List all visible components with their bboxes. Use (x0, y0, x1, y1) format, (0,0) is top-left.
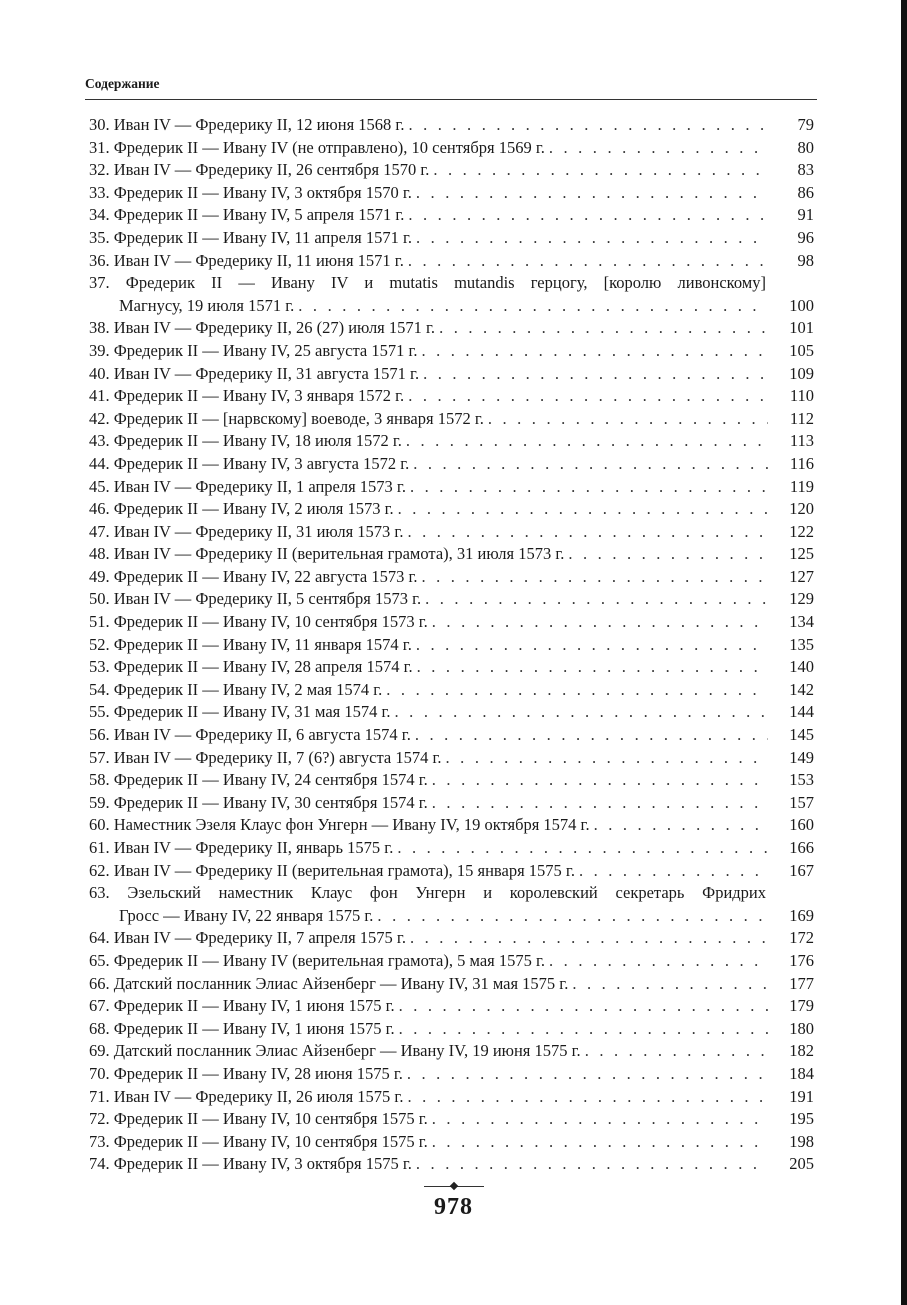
toc-entry-continuation: Магнусу, 19 июля 1571 г. (119, 295, 295, 315)
toc-entry-title: 49. Фредерик II — Ивану IV, 22 августа 1573 г. (89, 566, 418, 586)
toc-entry-page: 177 (789, 973, 814, 993)
toc-entry-page: 157 (789, 792, 814, 812)
toc-entry-line (89, 837, 814, 860)
toc-entry (89, 1018, 814, 1041)
toc-entry-title: 36. Иван IV — Фредерику II, 11 июня 1571 г. (89, 250, 404, 270)
dot-leader (585, 1040, 768, 1063)
toc-entry-title: 52. Фредерик II — Ивану IV, 11 января 1574 г. (89, 634, 412, 654)
toc-entry (89, 430, 814, 453)
toc-entry-title: 45. Иван IV — Фредерику II, 1 апреля 1573 г. (89, 476, 406, 496)
toc-entry-line (89, 543, 814, 566)
toc-entry-line (89, 860, 814, 883)
toc-entry-title: 43. Фредерик II — Ивану IV, 18 июля 1572 г. (89, 431, 402, 451)
toc-entry (89, 1086, 814, 1109)
toc-entry-line (89, 159, 814, 182)
toc-entry-title: 40. Иван IV — Фредерику II, 31 августа 1571 г. (89, 363, 420, 383)
toc-entry-page: 86 (797, 182, 814, 202)
dot-leader (298, 295, 768, 318)
toc-entry-title: 47. Иван IV — Фредерику II, 31 июля 1573 г. (89, 521, 404, 541)
toc-entry-page: 79 (797, 115, 814, 134)
toc-entry-line (89, 340, 814, 363)
toc-entry-page: 180 (789, 1018, 814, 1038)
dot-leader (410, 927, 768, 950)
toc-entry-line (89, 317, 814, 340)
toc-entry (89, 272, 814, 317)
toc-entry-title: 71. Иван IV — Фредерику II, 26 июля 1575 г. (89, 1086, 404, 1106)
toc-entry (89, 453, 814, 476)
toc-entry-line (89, 1018, 814, 1041)
toc-entry-line (89, 588, 814, 611)
toc-entry-title: 64. Иван IV — Фредерику II, 7 апреля 1575 г. (89, 928, 406, 948)
toc-entry-line (89, 1086, 814, 1109)
toc-entry (89, 860, 814, 883)
toc-entry (89, 250, 814, 273)
toc-entry-title: 63. Эзельский наместник Клаус фон Унгерн и королевский секретарь Фридрих (89, 883, 766, 903)
toc-entry-line (89, 250, 814, 273)
toc-entry-title: 70. Фредерик II — Ивану IV, 28 июня 1575 г. (89, 1063, 403, 1083)
toc-entry-page: 120 (789, 499, 814, 519)
toc-entry-page: 91 (797, 205, 814, 225)
toc-entry-title: 50. Иван IV — Фредерику II, 5 сентября 1573 г. (89, 589, 422, 609)
toc-entry-page: 182 (789, 1041, 814, 1061)
toc-entry (89, 747, 814, 770)
toc-entry-title: 51. Фредерик II — Ивану IV, 10 сентября 1573 г. (89, 612, 428, 632)
dot-leader (386, 679, 768, 702)
toc-entry (89, 634, 814, 657)
toc-entry-page: 109 (789, 363, 814, 383)
toc-entry-line (89, 611, 814, 634)
dot-leader (416, 634, 768, 657)
toc-entry-title: 54. Фредерик II — Ивану IV, 2 мая 1574 г. (89, 679, 383, 699)
toc-entry (89, 701, 814, 724)
toc-entry-line (89, 566, 814, 589)
dot-leader (549, 137, 768, 160)
toc-entry (89, 1063, 814, 1086)
toc-entry (89, 724, 814, 747)
toc-entry-page: 110 (789, 386, 814, 406)
toc-entry-page: 135 (789, 634, 814, 654)
toc-entry-line (89, 1040, 814, 1063)
toc-entry-title: 68. Фредерик II — Ивану IV, 1 июня 1575 г. (89, 1018, 395, 1038)
toc-entry (89, 814, 814, 837)
toc-entry-line (89, 995, 814, 1018)
toc-entry-line (89, 363, 814, 386)
dot-leader (579, 860, 768, 883)
toc-entry-title: 58. Фредерик II — Ивану IV, 24 сентября 1574 г. (89, 770, 428, 790)
toc-entry-page: 205 (789, 1154, 814, 1174)
dot-leader (446, 747, 768, 770)
toc-entry-page: 176 (789, 950, 814, 970)
dot-leader (408, 250, 768, 273)
toc-entry (89, 679, 814, 702)
toc-entry-line (89, 182, 814, 205)
toc-entry-line (89, 430, 814, 453)
toc-entry-line (89, 927, 814, 950)
toc-entry-line (89, 498, 814, 521)
toc-entry (89, 973, 814, 996)
toc-entry-line (89, 521, 814, 544)
header-rule (85, 99, 817, 100)
dot-leader (399, 1018, 768, 1041)
dot-leader (399, 995, 768, 1018)
toc-entry-line (89, 1108, 814, 1131)
toc-entry-title: 55. Фредерик II — Ивану IV, 31 мая 1574 г. (89, 702, 391, 722)
toc-entry-line (89, 679, 814, 702)
toc-entry-line (89, 227, 814, 250)
toc-entry-title: 30. Иван IV — Фредерику II, 12 июня 1568 г. (89, 115, 405, 134)
toc-entry (89, 363, 814, 386)
dot-leader (416, 227, 768, 250)
toc-entry-title: 57. Иван IV — Фредерику II, 7 (6?) августа 1574 г. (89, 747, 442, 767)
toc-entry-page: 122 (789, 521, 814, 541)
toc-entry-title: 37. Фредерик II — Ивану IV и mutatis mutandis герцогу, [королю ливонскому] (89, 273, 766, 293)
toc-entry (89, 656, 814, 679)
toc-entry-title: 39. Фредерик II — Ивану IV, 25 августа 1571 г. (89, 340, 418, 360)
toc-entry-continuation: Гросс — Ивану IV, 22 января 1575 г. (119, 905, 374, 925)
toc-entry-line (89, 453, 814, 476)
toc-entry-page: 119 (789, 476, 814, 496)
toc-entry (89, 476, 814, 499)
toc-entry-page: 80 (797, 137, 814, 157)
toc-entry-page: 160 (789, 815, 814, 835)
toc-entry-page: 125 (789, 544, 814, 564)
running-header: Содержание (85, 76, 160, 91)
toc-entry-line (89, 724, 814, 747)
dot-leader (416, 182, 768, 205)
dot-leader (407, 521, 768, 544)
toc-entry-page: 166 (789, 838, 814, 857)
toc-entry-page: 134 (789, 612, 814, 632)
page-number: 978 (434, 1194, 473, 1220)
toc-entry-line (89, 747, 814, 770)
toc-entry-page: 191 (789, 1086, 814, 1106)
toc-entry (89, 543, 814, 566)
toc-entry-page: 149 (789, 747, 814, 767)
toc-entry-line (89, 114, 814, 137)
toc-entry-title: 33. Фредерик II — Ивану IV, 3 октября 1570 г. (89, 182, 412, 202)
toc-entry (89, 792, 814, 815)
dot-leader (432, 769, 768, 792)
dot-leader (408, 385, 768, 408)
toc-entry-page: 184 (789, 1063, 814, 1083)
dot-leader (413, 453, 768, 476)
dot-leader (421, 340, 768, 363)
toc-entry-title: 61. Иван IV — Фредерику II, январь 1575 г. (89, 838, 394, 857)
toc-entry-title: 44. Фредерик II — Ивану IV, 3 августа 1572 г. (89, 453, 410, 473)
dot-leader (423, 363, 768, 386)
toc-entry (89, 182, 814, 205)
dot-leader (410, 476, 768, 499)
toc-entry-line (89, 905, 814, 928)
toc-entry-title: 74. Фредерик II — Ивану IV, 3 октября 1575 г. (89, 1154, 412, 1174)
dot-leader (406, 430, 768, 453)
toc-entry-line (89, 950, 814, 973)
toc-entry-page: 167 (789, 860, 814, 880)
toc-entry-title: 56. Иван IV — Фредерику II, 6 августа 1574 г. (89, 725, 411, 745)
toc-entry-title: 35. Фредерик II — Ивану IV, 11 апреля 1571 г. (89, 227, 412, 247)
toc-entry-line (89, 408, 814, 431)
toc-entry-page: 116 (789, 453, 814, 473)
dot-leader (594, 814, 768, 837)
toc-entry-title: 46. Фредерик II — Ивану IV, 2 июля 1573 г. (89, 499, 394, 519)
toc-entry-title: 66. Датский посланник Элиас Айзенберг — Ивану IV, 31 мая 1575 г. (89, 973, 569, 993)
toc-entry-page: 96 (797, 227, 814, 247)
toc-entry (89, 159, 814, 182)
toc-entry-title: 31. Фредерик II — Ивану IV (не отправлено), 10 сентября 1569 г. (89, 137, 545, 157)
dot-leader (568, 543, 768, 566)
toc-entry-line (89, 701, 814, 724)
toc-entry-page: 113 (789, 431, 814, 451)
toc-entry-title: 65. Фредерик II — Ивану IV (верительная грамота), 5 мая 1575 г. (89, 950, 546, 970)
toc-entry-title: 34. Фредерик II — Ивану IV, 5 апреля 1571 г. (89, 205, 405, 225)
toc-entry (89, 227, 814, 250)
toc-entry (89, 566, 814, 589)
dot-leader (549, 950, 768, 973)
toc-entry-title: 32. Иван IV — Фредерику II, 26 сентября 1570 г. (89, 160, 430, 180)
toc-entry (89, 611, 814, 634)
toc-entry-title: 59. Фредерик II — Ивану IV, 30 сентября 1574 г. (89, 792, 428, 812)
toc-entry-line (89, 1153, 814, 1176)
toc-entry-line (89, 385, 814, 408)
toc-entry (89, 408, 814, 431)
toc-entry (89, 521, 814, 544)
toc-entry (89, 1108, 814, 1131)
toc-entry-page: 105 (789, 340, 814, 360)
toc-entry (89, 769, 814, 792)
dot-leader (377, 905, 768, 928)
toc-entry-title: 53. Фредерик II — Ивану IV, 28 апреля 1574 г. (89, 657, 413, 677)
toc-entry-title: 41. Фредерик II — Ивану IV, 3 января 1572 г. (89, 386, 405, 406)
toc-entry-title: 69. Датский посланник Элиас Айзенберг — Ивану IV, 19 июня 1575 г. (89, 1041, 581, 1061)
toc-entry-page: 144 (789, 702, 814, 722)
toc-entry-page: 100 (789, 295, 814, 315)
toc-entry (89, 114, 814, 137)
toc-entry-title: 38. Иван IV — Фредерику II, 26 (27) июля 1571 г. (89, 318, 436, 338)
dot-leader (408, 204, 768, 227)
toc-entry-page: 98 (797, 250, 814, 270)
toc-entry-page: 129 (789, 589, 814, 609)
toc-entry (89, 995, 814, 1018)
toc-entry (89, 927, 814, 950)
dot-leader (433, 159, 768, 182)
toc-entry (89, 837, 814, 860)
toc-entry (89, 137, 814, 160)
dot-leader (432, 1108, 768, 1131)
dot-leader (416, 1153, 768, 1176)
toc-entry-page: 198 (789, 1131, 814, 1151)
toc-entry-title: 42. Фредерик II — [нарвскому] воеводе, 3 января 1572 г. (89, 408, 484, 428)
dot-leader (417, 656, 768, 679)
toc-entry-title: 60. Наместник Эзеля Клаус фон Унгерн — Ивану IV, 19 октября 1574 г. (89, 815, 590, 835)
dot-leader (432, 1131, 768, 1154)
page-edge-shadow (901, 0, 907, 1305)
toc-entry-title: 48. Иван IV — Фредерику II (верительная грамота), 31 июля 1573 г. (89, 544, 565, 564)
dot-leader (415, 724, 768, 747)
table-of-contents (89, 114, 814, 1176)
toc-entry (89, 204, 814, 227)
toc-entry-title: 72. Фредерик II — Ивану IV, 10 сентября 1575 г. (89, 1109, 428, 1129)
toc-entry-page: 127 (789, 566, 814, 586)
dot-leader (407, 1086, 768, 1109)
dot-leader (397, 837, 768, 860)
toc-entry-line (89, 295, 814, 318)
toc-entry-page: 169 (789, 905, 814, 925)
toc-entry-line (89, 792, 814, 815)
toc-entry-page: 83 (797, 160, 814, 180)
toc-entry (89, 340, 814, 363)
dot-leader (398, 498, 768, 521)
toc-entry-page: 145 (789, 725, 814, 745)
toc-entry (89, 498, 814, 521)
toc-entry-title: 73. Фредерик II — Ивану IV, 10 сентября 1575 г. (89, 1131, 428, 1151)
toc-entry-page: 179 (789, 996, 814, 1016)
toc-entry (89, 882, 814, 927)
toc-entry-line (89, 1131, 814, 1154)
footer-ornament (424, 1180, 484, 1192)
toc-entry-line (89, 476, 814, 499)
toc-entry-line (89, 814, 814, 837)
dot-leader (395, 701, 768, 724)
toc-entry-line (89, 204, 814, 227)
toc-entry-title: 67. Фредерик II — Ивану IV, 1 июня 1575 г. (89, 996, 395, 1016)
toc-entry-line (89, 769, 814, 792)
dot-leader (488, 408, 768, 431)
toc-entry-page: 112 (789, 408, 814, 428)
page-footer (0, 1180, 907, 1221)
dot-leader (432, 611, 768, 634)
dot-leader (408, 114, 768, 137)
dot-leader (407, 1063, 768, 1086)
dot-leader (421, 566, 768, 589)
toc-entry-title: 62. Иван IV — Фредерику II (верительная грамота), 15 января 1575 г. (89, 860, 575, 880)
toc-entry-line (89, 634, 814, 657)
toc-entry-page: 101 (789, 318, 814, 338)
toc-entry (89, 1153, 814, 1176)
toc-entry-line (89, 973, 814, 996)
dot-leader (439, 317, 768, 340)
toc-entry-page: 153 (789, 770, 814, 790)
toc-entry (89, 385, 814, 408)
toc-entry-page: 142 (789, 679, 814, 699)
toc-entry-page: 172 (789, 928, 814, 948)
toc-entry (89, 950, 814, 973)
toc-entry-line (89, 656, 814, 679)
toc-entry-line (89, 1063, 814, 1086)
toc-entry-line (89, 137, 814, 160)
toc-entry-page: 140 (789, 657, 814, 677)
toc-entry (89, 317, 814, 340)
toc-entry (89, 1131, 814, 1154)
ornament-diamond (449, 1182, 457, 1190)
toc-entry (89, 588, 814, 611)
dot-leader (432, 792, 768, 815)
dot-leader (572, 973, 768, 996)
toc-entry-page: 195 (789, 1109, 814, 1129)
dot-leader (425, 588, 768, 611)
toc-entry (89, 1040, 814, 1063)
